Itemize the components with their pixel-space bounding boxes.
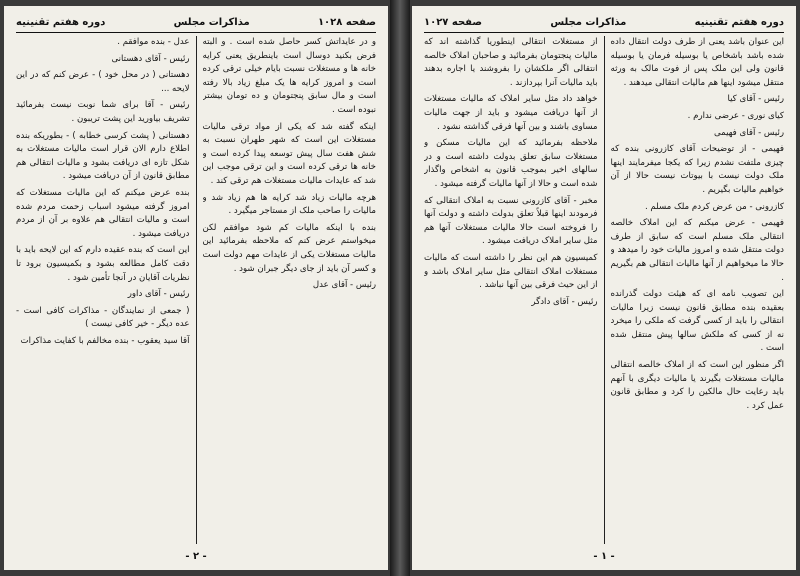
paragraph: اینکه گفته شد که یکی از مواد ترقی مالیات مستغلات این است که شهر طهران نسبت به شش هفت سال پیش توسعه پیدا کرده است و خانه ها ترقی کرده است و این ترقی موجب این شد که عایدات مالیات مستغلات هم ترقی کند . xyxy=(202,121,376,186)
paragraph: دهستانی ( پشت کرسی خطابه ) - بطوریکه بنده اطلاع دارم الان قرار است مالیات مستغلات به شکل تازه ای دریافت بشود و مالیات انتقالی هم مطابق قانون از آن دریافت میشود . xyxy=(16,130,190,182)
paragraph: از مستغلات انتقالی اینطوریا گذاشته اند که مالیات پنجتومان بفرمائید و صاحبان املاک خالصه انتقالی اگر ملکشان را بفروشند یا اجاره بدهند باید مالیات آنرا بپردازند . xyxy=(424,37,598,88)
paragraph: عدل - بنده موافقم . xyxy=(117,37,190,47)
column-divider xyxy=(604,36,605,544)
right-page-right-column xyxy=(611,36,785,544)
left-page-columns xyxy=(16,36,376,544)
paragraph: رئیس - آقا برای شما نوبت نیست بفرمائید تشریف بیاورید این پشت تریبون . xyxy=(16,100,190,124)
left-page xyxy=(4,6,388,570)
left-page-right-column xyxy=(203,36,377,544)
paragraph: رئیس - آقای عدل xyxy=(312,280,376,291)
book-spine xyxy=(390,0,410,576)
paragraph: دهستانی ( در محل خود ) - عرض کنم که در این لایحه ... xyxy=(16,70,190,94)
right-page-footer: - ۱ - xyxy=(593,551,615,562)
paragraph: این تصویب نامه ای که هیئت دولت گذرانده بعقیده بنده مطابق قانون نیست زیرا مالیات انتقالی را باید از کسی گرفت که ملکی را میخرد نه از کسی که ملکش سالها پیش منتقل شده است . xyxy=(610,289,784,354)
left-page-session: دوره هفتم تقنینیه xyxy=(16,16,106,28)
paragraph: بنده عرض میکنم که این مالیات مستغلات که امروز گرفته میشود اسباب زحمت مردم شده است و مالیات انتقالی هم علاوه بر آن از مردم دریافت میشود . xyxy=(16,187,190,239)
paragraph: و در عایداتش کسر حاصل شده است . و البته فرض بکنید دوسال است باینطریق یعنی کرایه خانه ها و مستغلات نسبت بایام خیلی ترقی کرده است و امروز کرایه ها یک مبلغ زیاد بالا رفته است و مال سابق پنجتومان و ده تومان بیشتر نبوده است . xyxy=(202,37,376,115)
paragraph: هرچه مالیات زیاد شد کرایه ها هم زیاد شد و مالیات را صاحب ملک از مستاجر میگیرد . xyxy=(202,192,376,217)
paragraph: رئیس - آقای داور xyxy=(127,289,190,300)
paragraph: رئیس - آقای فهیمی xyxy=(713,127,784,138)
left-page-left-column xyxy=(16,36,190,544)
paragraph: ( جمعی از نمایندگان - مذاکرات کافی است - عده دیگر - خیر کافی نیست ) xyxy=(16,305,190,330)
paragraph: فهیمی - عرض میکنم که این املاک خالصه انتقالی ملک مسلم است که سابق از طرف دولت منتقل شده و امروز مالیات خود را میدهد و حالا ما میخواهیم از آنها مالیات انتقالی هم بگیریم . xyxy=(610,218,784,283)
paragraph: رئیس - آقای کیا xyxy=(727,94,784,105)
paragraph: رئیس - آقای دهستانی xyxy=(111,53,190,64)
right-page-session: دوره هفتم تقنینیه xyxy=(694,16,784,28)
paragraph: خواهد داد مثل سایر املاک که مالیات مستغلات از آنها دریافت میشود و باید از جهت مالیات مساوی باشند و بین آنها فرقی گذاشته نشود . xyxy=(424,94,598,132)
right-page-number: صفحه ۱۰۲۷ xyxy=(424,16,483,28)
right-page-title: مذاکرات مجلس xyxy=(550,16,627,28)
left-page-header xyxy=(16,14,376,33)
right-page-columns xyxy=(424,36,784,544)
paragraph: بنده با اینکه مالیات کم شود موافقم لکن میخواستم عرض کنم که ملاحظه بفرمائید این مالیات مستغلات یکی از عایدات مهم دولت است و کسر آن باید از جای دیگر جبران شود . xyxy=(202,222,376,274)
left-page-number: صفحه ۱۰۲۸ xyxy=(317,16,376,28)
paragraph: رئیس - آقای دادگر xyxy=(531,296,598,307)
right-page-header xyxy=(424,14,784,33)
paragraph: آقا سید یعقوب - بنده مخالفم با کفایت مذاکرات xyxy=(20,335,190,346)
paragraph: این عنوان باشد یعنی از طرف دولت انتقال داده شده باشد باشخاص یا بوسیله فرمان یا بوسیله قانون ولی این ملک پس از فوت مالک به ورثه منتقل میشود اینها هم مالیات انتقالی میدهند . xyxy=(610,37,784,88)
right-page xyxy=(412,6,796,570)
paragraph: ملاحظه بفرمائید که این مالیات مسکن و مستغلات سابق تعلق بدولت داشته است و در سالهای اخیر بموجب قانون به اشخاص واگذار شده است و حالا از آنها مالیات گرفته میشود . xyxy=(424,138,598,189)
paragraph: کیای نوری - عرضی ندارم . xyxy=(687,110,784,121)
paragraph: کمیسیون هم این نظر را داشته است که مالیات مستغلات املاک انتقالی مثل سایر املاک باشد و از این حیث فرقی بین آنها نباشد . xyxy=(424,252,598,291)
paragraph: اگر منظور این است که از املاک خالصه انتقالی مالیات مستغلات بگیرند یا مالیات دیگری با آنهم باید رعایت حال مالکین را کرد و مطابق قانون عمل کرد . xyxy=(610,360,784,411)
left-page-footer: - ۲ - xyxy=(185,551,207,562)
left-page-title: مذاکرات مجلس xyxy=(173,16,250,28)
paragraph: فهیمی - از توضیحات آقای کازرونی بنده که چیزی ملتفت نشدم زیرا که یکجا میفرمایند اینها ملک دولت نیست با بیوتات نیست حالا از آن خواهیم مالیات بگیریم . xyxy=(610,144,784,195)
column-divider xyxy=(196,36,197,544)
paragraph: مخبر - آقای کازرونی نسبت به املاک انتقالی که فرمودند اینها قبلاً تعلق بدولت داشته و دولت آنها را فروخته است حالا مالیات مستغلات آنها هم مثل سایر املاک دریافت میشود . xyxy=(424,195,598,247)
paragraph: این است که بنده عقیده دارم که این لایحه باید با دقت کامل مطالعه بشود و بکمیسیون برود تا نظریات آقایان در آنجا تأمین شود . xyxy=(16,245,190,283)
right-page-left-column xyxy=(424,36,598,544)
paragraph: کازرونی - من عرض کردم ملک مسلم . xyxy=(644,201,784,212)
